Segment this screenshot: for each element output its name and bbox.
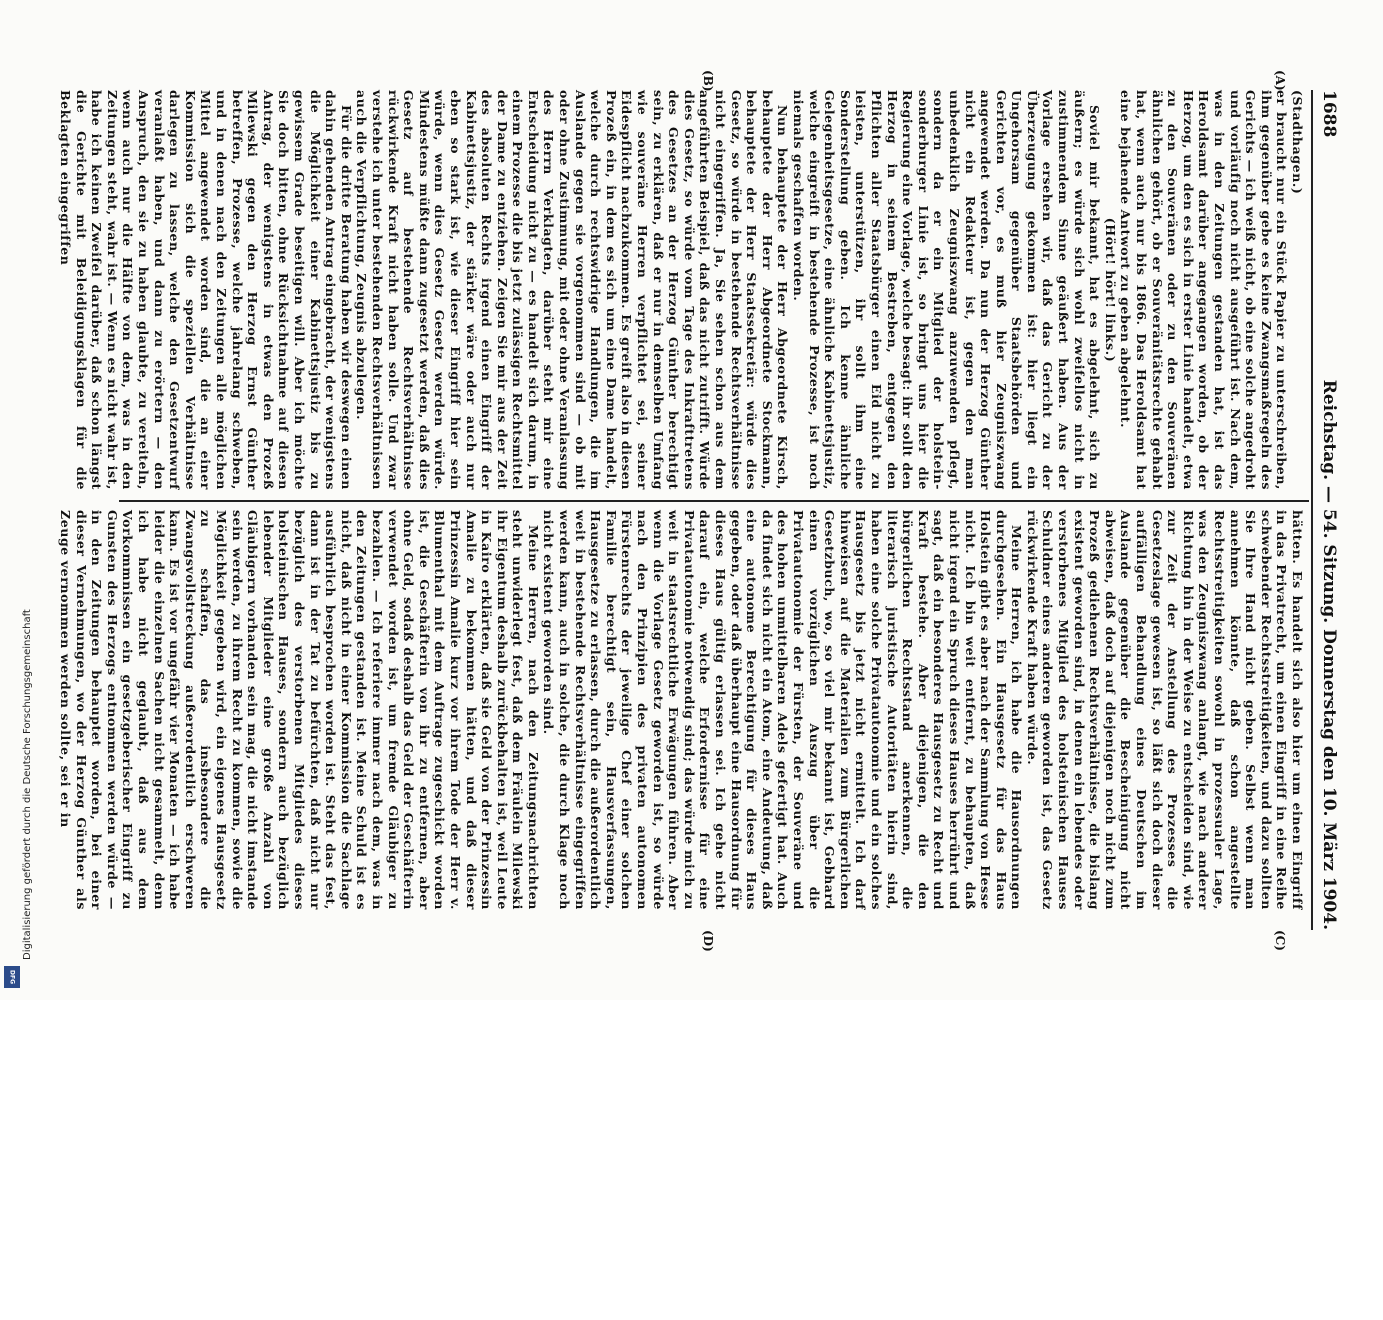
margin-marker-b: (B)	[701, 70, 715, 92]
left-column	[58, 90, 1305, 490]
margin-marker-d: (D)	[701, 930, 715, 952]
paragraph: Soviel mir bekannt, hat es abgelehnt, sich zu äußern; es würde sich wohl zweifellos nicht in zustimmendem Sinne geäußert haben. Aus der Vorlage ersehen wir, daß das Gericht zu der Überzeugung gekommen ist: hier liegt ein Ungehorsam gegenüber Staatsbehörden und Gerichten vor, es muß hier Zeugniszwang angewendet werden. Da nun der Herzog Günther nicht ein Redakteur ist, gegen den man unbedenklich Zeugniszwang anzuwenden pflegt, sondern da er ein Mitglied der holstein-sonderburger Linie ist, so bringt uns hier die Regierung eine Vorlage, welche besagt: ihr sollt den Herzog in seinem Bestreben, entgegen den Pflichten aller Staatsbürger einen Eid nicht zu leisten, unterstützen, ihr sollt ihm eine Sonderstellung geben. Ich kenne ähnliche Gelegenheitsgesetze, eine ähnliche Kabinettsjustiz, welche eingreift in bestehende Prozesse, ist noch niemals geschaffen worden.	[791, 90, 1103, 490]
paragraph: er braucht nur ein Stück Papier zu unterschreiben, ihm gegenüber gebe es keine Zwangsmaßregeln des Gerichts — ich weiß nicht, ob eine solche angedroht und vorläufig noch nicht ausgeführt ist. Nach dem, was in den Zeitungen gestanden hat, ist das Heroldsamt darüber angegangen worden, ob der Herzog, um den es sich in erster Linie handelt, etwa zu den Souveränen oder zu den Souveränen ähnlichen gehört, ob er Souveränitätsrechte gehabt hat, wenn auch nur bis 1866. Das Heroldsamt hat eine bejahende Antwort zu geben abgelehnt.	[1118, 90, 1290, 490]
column-divider	[119, 500, 1309, 502]
paragraph: Nun behauptete der Herr Abgeordnete Kirsch, behauptete der Herr Abgeordnete Stockmann, behauptete der Herr Staatssekretär: würde dies Gesetz, so würde in bestehende Rechtsverhältnisse nicht eingegriffen. Ja, Sie sehen schon aus dem angeführten Beispiel, daß das nicht zutrifft. Würde dies Gesetz, so würde vom Tage des Inkrafttretens des Gesetzes an der Herzog Günther berechtigt sein, zu erklären, daß er nur in demselben Umfang wie souveräne Herren verpflichtet sei, seiner Eidespflicht nachzukommen. Es greift also in diesen Prozeß ein, in dem es sich um eine Dame handelt, welche durch rechtswidrige Handlungen, die im Auslande gegen sie vorgenommen sind — ob mit oder ohne Zustimmung, mit oder ohne Veranlassung des Herrn Verklagten, darüber steht mir eine Entscheidung nicht zu — es handelt sich darum, in einem Prozesse die bis jetzt zulässigen Rechtsmittel der Dame zu entziehen. Zeigen Sie mir aus der Zeit des absoluten Rechts irgend einen Eingriff der Kabinettsjustiz, der stärker wäre oder auch nur eben so stark ist, wie dieser Eingriff hier sein würde, wenn dies Gesetz Gesetz werden würde. Mindestens müßte dann zugesetzt werden, daß dies Gesetz auf bestehende Rechtsverhältnisse rückwirkende Kraft nicht haben solle. Und zwar verstehe ich unter bestehenden Rechtsverhältnissen auch die Verpflichtung, Zeugnis abzulegen.	[354, 90, 791, 490]
dfg-logo-icon	[4, 966, 20, 988]
digitization-credit: Digitalisierung gefördert durch die Deutsche Forschungsgemeinschaft	[22, 609, 33, 960]
speaker-tag: (Stadthagen.)	[1290, 90, 1305, 195]
paragraph: Für die dritte Beratung haben wir deswegen einen dahin gehenden Antrag eingebracht, der wenigstens die Möglichkeit einer Kabinettsjustiz bis zu gewissem Grade beseitigen will. Aber ich möchte Sie doch bitten, ohne Rücksichtnahme auf diesen Antrag, der wenigstens in etwas den Prozeß Milewski gegen den Herzog Ernst Günther betreffen, Prozesse, welche jahrelang schweben, und in denen nach den Zeitungen alle möglichen Mittel angewendet worden sind, die an einer Kommission sich die speziellen Verhältnisse darlegen zu lassen, welche den Gesetzentwurf veranlaßt haben, und dann zu erörtern — den Anspruch, den sie zu haben glaubte, zu vereiteln, wenn auch nur die Hälfte von dem, was in den Zeitungen steht, wahr ist. — Wenn es nicht wahr ist, habe ich keinen Zweifel darüber, daß schon längst die Gerichte mit Beleidigungsklagen für die Beklagten eingegriffen	[58, 90, 354, 490]
rotated-document	[58, 30, 1345, 1320]
paragraph: Meine Herren, nach den Zeitungsnachrichten steht unwiderlegt fest, daß dem Fräulein Milewski ihr Eigentum deshalb zurückbehalten ist, weil Leute in Kairo erklärten, daß sie Geld von der Prinzessin Amalie zu bekommen hätten, und daß dieser Prinzessin Amalie kurz vor ihrem Tode der Herr v. Blumenthal mit dem Auftrage zugeschickt worden ist, die Geschäfterin von ihr zu entfernen, aber ohne Geld, sodaß deshalb das Geld der Geschäfterin verwendet worden ist, um fremde Gläubiger zu bezahlen. — Ich referiere immer nach dem, was in den Zeitungen gestanden ist. Meine Schuld ist es nicht, daß nicht in einer Kommission die Sachlage ausführlich besprochen worden ist. Steht das fest, dann ist in der Tat zu befürchten, daß nicht nur bezüglich des verstorbenen Mitgliedes dieses holsteinischen Hauses, sondern auch bezüglich lebender Mitglieder eine große Anzahl von Gläubigern vorhanden sein mag, die nicht imstande sein werden, zu ihrem Recht zu kommen, sowie die Möglichkeit gegeben wird, ein eigenes Hausgesetz zu schaffen, das insbesondere die Zwangsvollstreckung außerordentlich erschweren kann. Es ist vor ungefähr vier Monaten — ich habe leider die einzelnen Sachen nicht gesammelt, denn ich habe nicht geglaubt, daß aus dem Vorkommnissen ein gesetzgeberischer Eingriff zu Gunsten des Herzogs entnommen werden würde — in den Zeitungen behauptet worden, bei einer dieser Vernehmungen, wo der Herzog Günther als Zeuge vernommen werden sollte, sei er in	[58, 510, 541, 910]
paragraph: Meine Herren, ich habe die Hausordnungen durchgesehen. Ein Hausgesetz für das Haus Holstein gibt es aber nach der Sammlung von Hesse nicht. Ich bin weit entfernt, zu behaupten, daß nicht irgend ein Spruch dieses Hauses herrührt und sagt, daß ein besonderes Hausgesetz zu Recht und Kraft bestehe. Aber diejenigen, die den bürgerlichen Rechtsstand anerkennen, die literarisch juristische Autoritäten hierin sind, haben eine solche Privatautonomie und ein solches Hausgesetz bis jetzt nicht ermittelt. Ich darf hinweisen auf die Materialien zum Bürgerlichen Gesetzbuch, wo, so viel mir bekannt ist, Gebhard einen vorzüglichen Auszug über die Privatautonomie der Fürsten, der Souveräne und des hohen unmittelbaren Adels gefertigt hat. Auch da findet sich nicht ein Atom, eine Andeutung, daß eine autonome Berechtigung für dieses Haus gegeben, oder daß überhaupt eine Hausordnung für dieses Haus gültig erlassen sei. Ich gehe nicht darauf ein, welche Erfordernisse für eine Privatautonomie notwendig sind; das würde mich zu weit in staatsrechtliche Erwägungen führen. Aber wenn die Vorlage Gesetz geworden ist, so würde nach den Prinzipien des privaten autonomen Fürstenrechts der jeweilige Chef einer solchen Familie berechtigt sein, Hausverfassungen, Hausgesetze zu erlassen, durch die außerordentlich weit in bestehende Rechtsverhältnisse eingegriffen werden kann, auch in solche, die durch Klage noch nicht existent geworden sind.	[541, 510, 1025, 910]
page-header	[1311, 90, 1345, 930]
margin-marker-c: (C)	[1273, 930, 1287, 951]
digitization-credit-strip	[0, 0, 33, 1000]
right-column	[58, 510, 1305, 910]
dfg-logo-text: DFG	[8, 969, 16, 984]
page-number: 1688	[1319, 90, 1339, 138]
page-title: Reichstag. — 54. Sitzung. Donnerstag den 10. März 1904.	[1319, 379, 1339, 930]
interjection: (Hört! hört! links.)	[1102, 217, 1118, 363]
paragraph: hätten. Es handelt sich also hier um einen Eingriff in das Privatrecht, um einen Eingriff in eine Reihe schwebender Rechtsstreitigkeiten, und dazu sollten Sie Ihre Hand nicht geben. Selbst wenn man annehmen könnte, daß schon angestellte Rechtsstreitigkeiten sowohl in prozessualer Lage, was den Zeugniszwang anlangt, wie nach anderer Richtung hin in der Weise zu entscheiden sind, wie zur Zeit der Anstellung des Prozesses die Gesetzeslage gewesen ist, so läßt sich doch dieser auffälligen Behandlung eines Deutschen im Auslande gegenüber die Bescheinigung nicht abweisen, daß doch auf diejenigen noch nicht zum Prozeß gediehenen Rechtsverhältnisse, die bislang existent geworden sind, in denen ein lebendes oder verstorbenes Mitglied des holsteinischen Hauses Schuldner eines anderen geworden ist, das Gesetz rückwirkende Kraft haben würde.	[1024, 510, 1305, 910]
margin-marker-a: (A)	[1273, 70, 1287, 91]
